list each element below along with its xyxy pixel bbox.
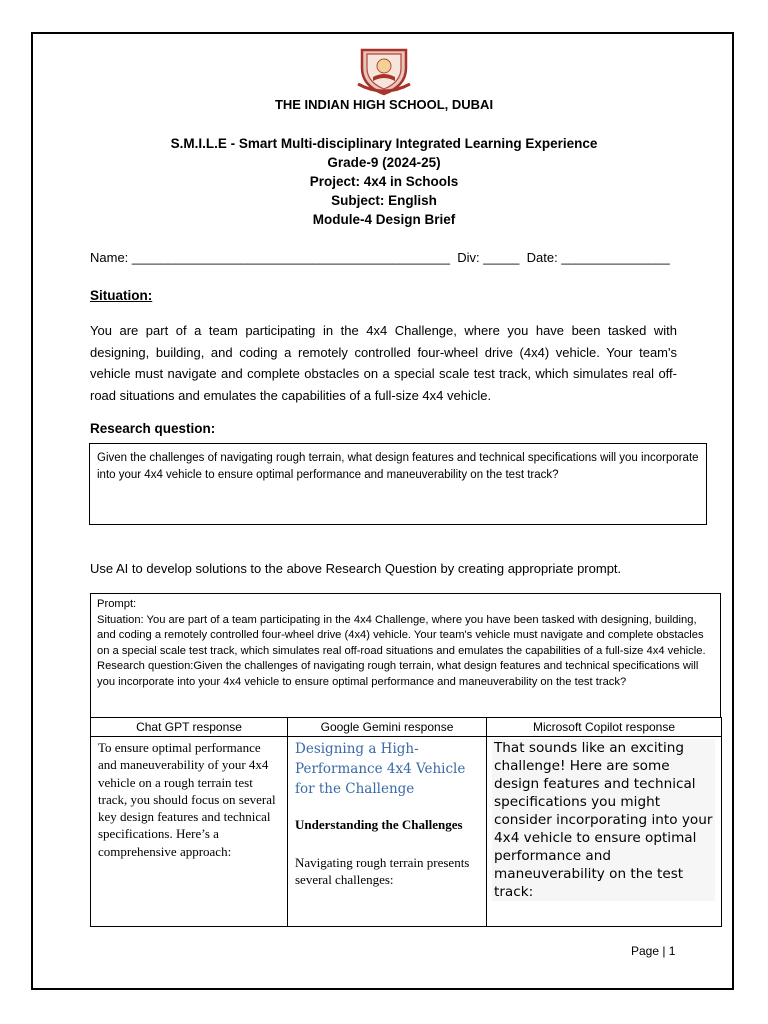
- situation-text: You are part of a team participating in the 4x4 Challenge, where you have been tasked with designing, building, and coding a remotely controlled four-wheel drive (4x4) vehicle. Your team's vehicle must navigate and complete obstacles on a special scale test track, which simulates real off-road situations and emulates the capabilities of a full-size 4x4 vehicle.: [90, 323, 677, 403]
- school-crest-icon: [356, 44, 412, 96]
- chatgpt-response-text: To ensure optimal performance and maneuverability of your 4x4 vehicle on a rough terrain test track, you should focus on several key design features and technical specifications. Here’s a comprehensive approach:: [98, 740, 276, 859]
- module-line: Module-4 Design Brief: [312, 212, 456, 227]
- gemini-response-subheading: Understanding the Challenges: [295, 817, 463, 832]
- prompt-label: Prompt:: [97, 598, 137, 610]
- chatgpt-response-cell: [91, 737, 288, 927]
- gemini-response-text: Navigating rough terrain presents several challenges:: [295, 854, 470, 887]
- copilot-response-cell: [487, 737, 722, 927]
- prompt-box: [90, 593, 721, 718]
- project-line: Project: 4x4 in Schools: [309, 174, 459, 189]
- program-title: S.M.I.L.E - Smart Multi-disciplinary Integrated Learning Experience: [170, 136, 598, 151]
- gemini-response-title: Designing a High-Performance 4x4 Vehicle for the Challenge: [295, 741, 466, 797]
- date-field[interactable]: Date: _______________: [526, 250, 670, 265]
- header-copilot: Microsoft Copilot response: [487, 718, 722, 737]
- prompt-text: Situation: You are part of a team participating in the 4x4 Challenge, where you have been tasked with designing, building, and coding a remotely controlled four-wheel drive (4x4) vehicle. Your team's vehicle must navigate and complete obstacles on a special scale test track, which simulates real off-road situations and emulates the capabilities of a full-size 4x4 vehicle. Research question:Given the challenges of navigating rough terrain, what design features and technical specifications will you incorporate into your 4x4 vehicle to ensure optimal performance and maneuverability on the test track?: [97, 613, 706, 688]
- student-info-line: [90, 250, 670, 265]
- copilot-response-text: That sounds like an exciting challenge! Here are some design features and technical specifications you might consider incorporating into your 4x4 vehicle to ensure optimal performance and maneuverability on the test track:: [492, 739, 715, 901]
- div-field[interactable]: Div: _____: [457, 250, 520, 265]
- ai-instruction: Use AI to develop solutions to the above Research Question by creating appropriate prompt.: [90, 561, 622, 576]
- ai-response-table: [90, 717, 722, 927]
- situation-heading: Situation:: [90, 288, 153, 303]
- subject-line: Subject: English: [331, 193, 437, 208]
- research-question-heading: Research question:: [90, 421, 216, 436]
- research-question-box: Given the challenges of navigating rough terrain, what design features and technical specifications will you incorporate into your 4x4 vehicle to ensure optimal performance and maneuverability on the test track?: [89, 443, 707, 525]
- header-chatgpt: Chat GPT response: [91, 718, 288, 737]
- school-name: THE INDIAN HIGH SCHOOL, DUBAI: [274, 97, 494, 112]
- page-number: Page | 1: [631, 944, 676, 958]
- grade-line: Grade-9 (2024-25): [327, 155, 441, 170]
- gemini-response-cell: [288, 737, 487, 927]
- header-gemini: Google Gemini response: [288, 718, 487, 737]
- name-field[interactable]: Name: ____________________________________________: [90, 250, 451, 265]
